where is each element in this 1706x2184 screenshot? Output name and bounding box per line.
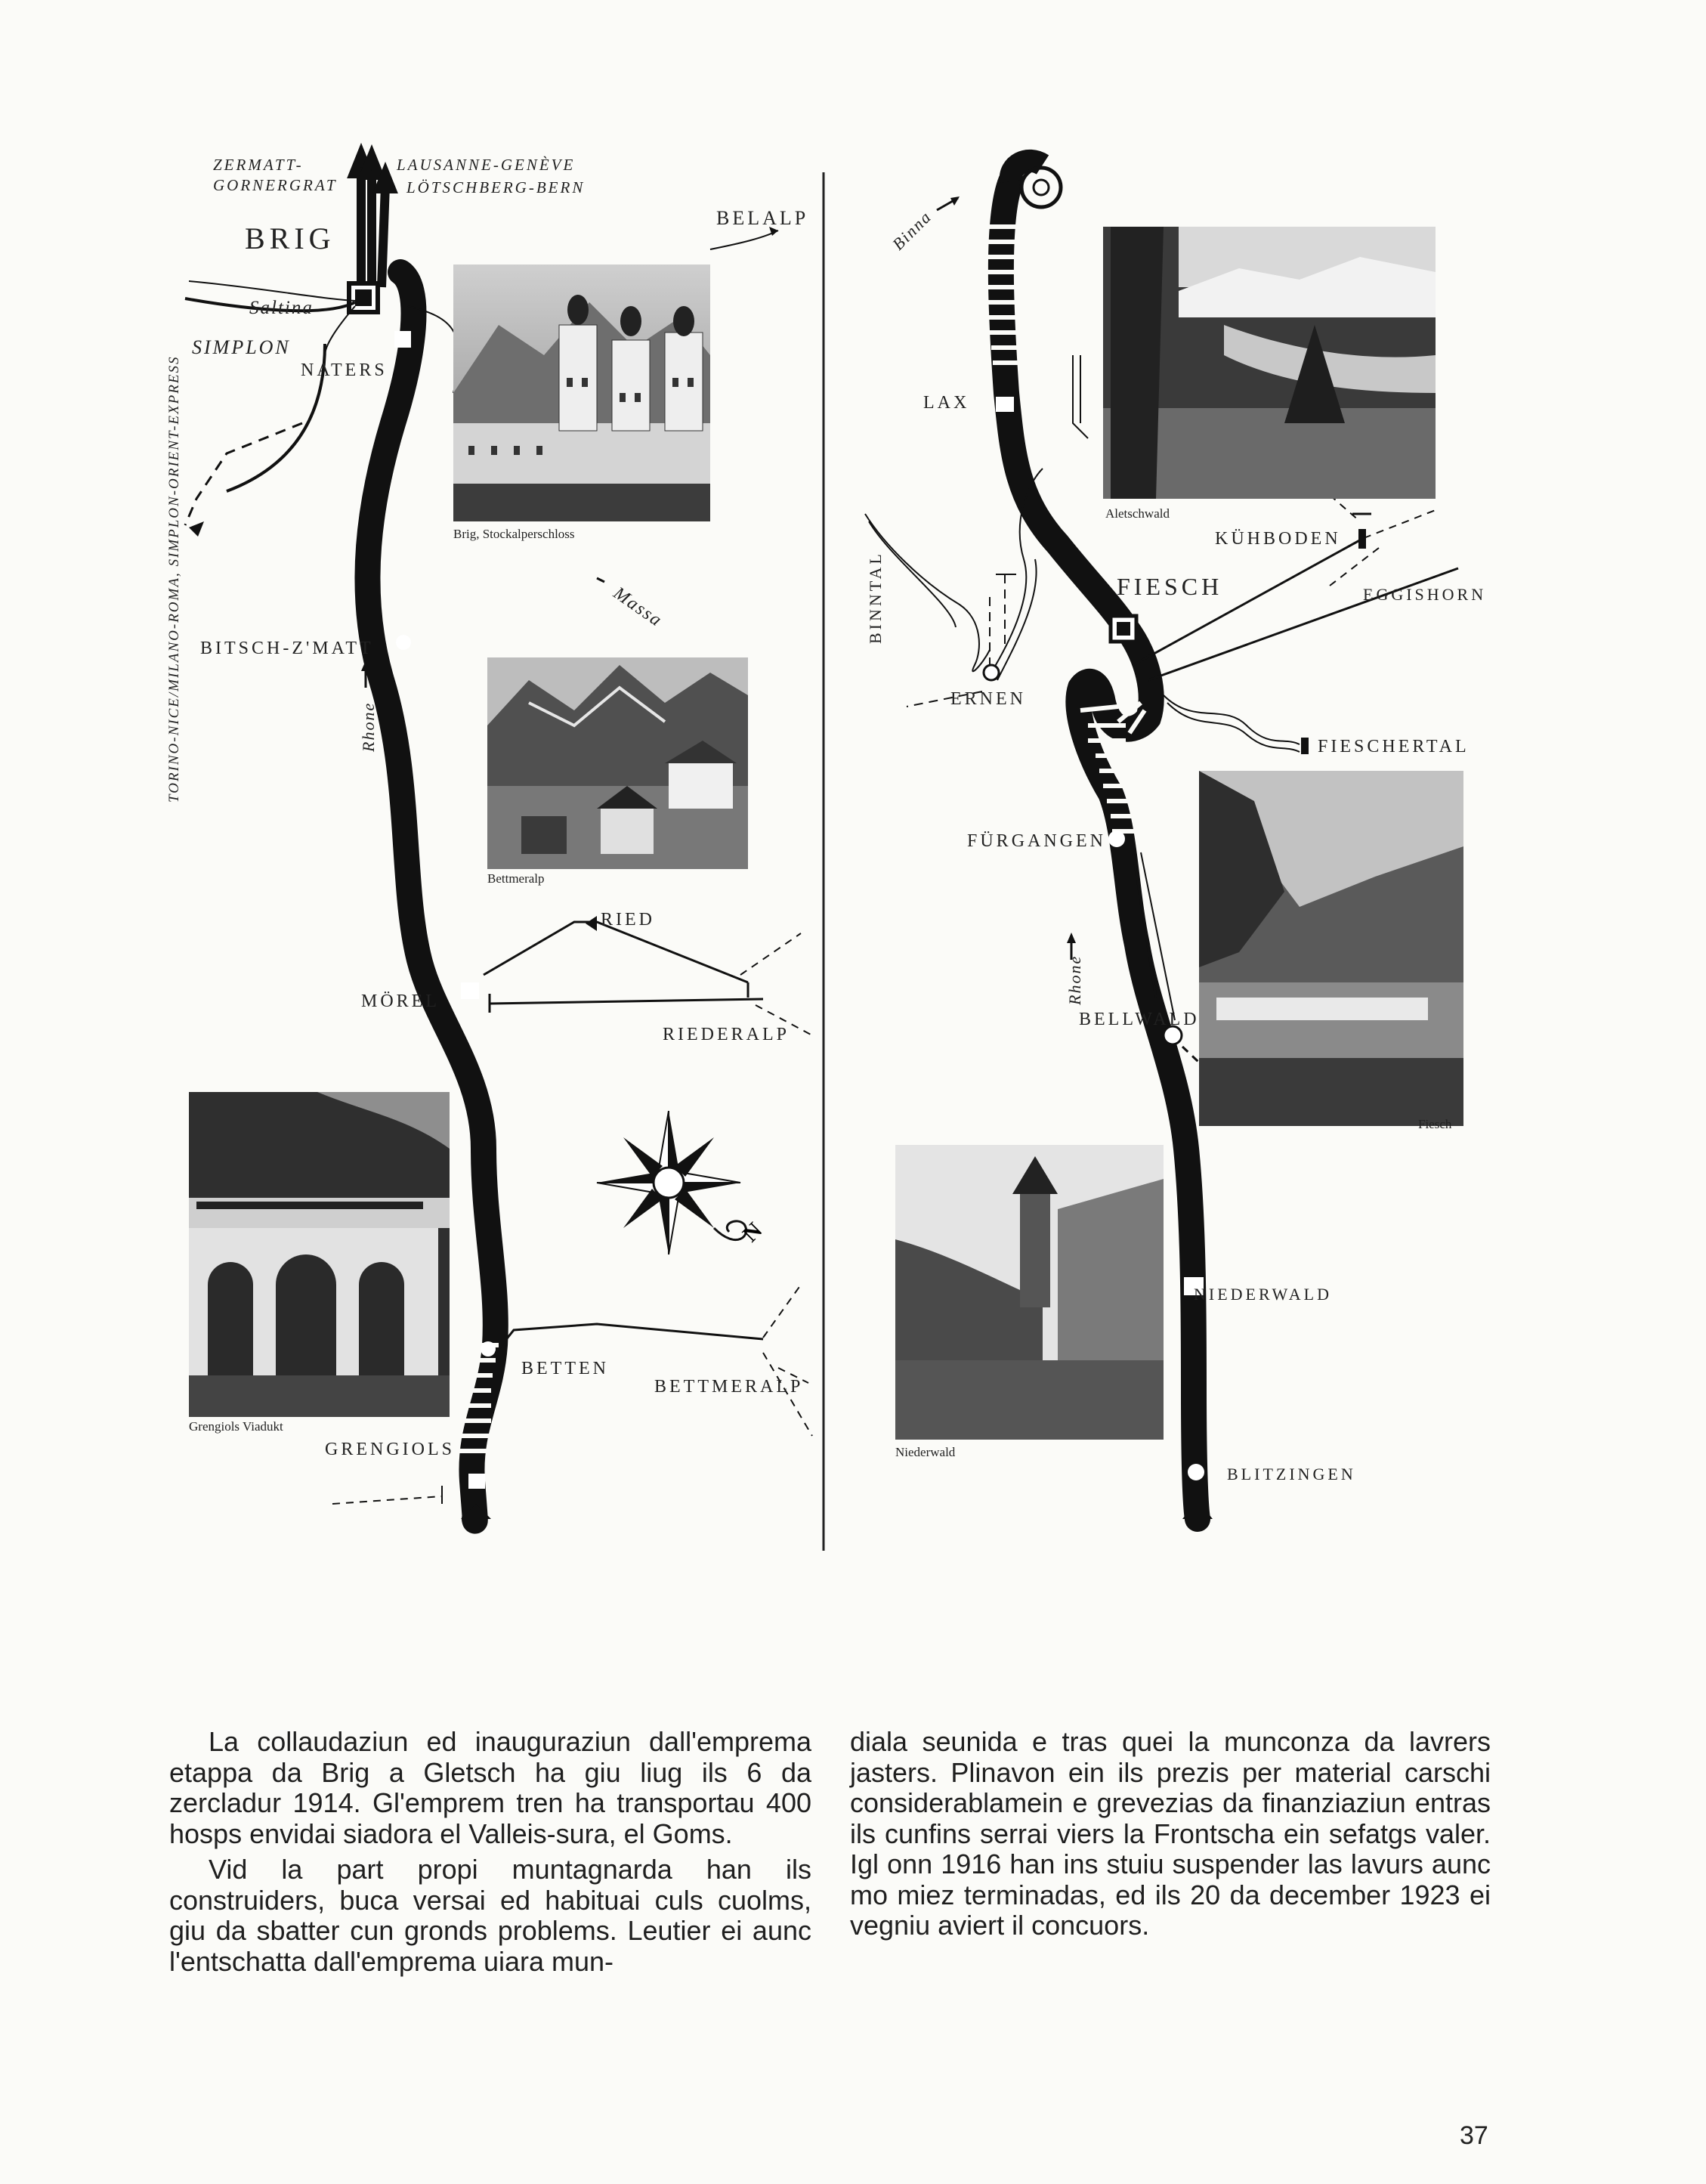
svg-text:N: N bbox=[737, 1217, 768, 1247]
caption-niederwald: Niederwald bbox=[895, 1445, 956, 1459]
label-rhone-left: Rhone bbox=[359, 701, 378, 752]
station-bitsch bbox=[396, 635, 411, 650]
caption-grengiols-viadukt: Grengiols Viadukt bbox=[189, 1419, 283, 1434]
article-column-1 bbox=[169, 1727, 811, 1982]
station-blitzingen bbox=[1188, 1464, 1204, 1480]
label-kuhboden: KÜHBODEN bbox=[1215, 529, 1341, 549]
label-naters: NATERS bbox=[301, 360, 388, 380]
label-fiesch: FIESCH bbox=[1117, 573, 1223, 600]
photo-stockalperschloss bbox=[453, 264, 710, 521]
station-lax bbox=[996, 397, 1014, 412]
label-express-route: TORINO-NICE/MILANO-ROMA, SIMPLON-ORIENT-EXPRESS bbox=[166, 355, 182, 803]
photo-niederwald bbox=[895, 1145, 1164, 1440]
label-binntal: BINNTAL bbox=[866, 551, 885, 644]
station-ernen bbox=[984, 665, 999, 680]
caption-fiesch: Fiesch bbox=[1418, 1117, 1452, 1131]
label-lausanne-geneve: LAUSANNE-GENÈVE bbox=[397, 156, 576, 174]
caption-bettmeralp: Bettmeralp bbox=[487, 871, 545, 886]
label-bettmeralp: BETTMERALP bbox=[654, 1377, 804, 1397]
station-grengiols bbox=[468, 1474, 485, 1489]
caption-stockalperschloss: Brig, Stockalperschloss bbox=[453, 527, 575, 541]
label-massa: Massa bbox=[610, 583, 666, 631]
compass-rose bbox=[597, 1111, 768, 1254]
photo-aletschwald bbox=[1103, 227, 1436, 499]
label-riederalp: RIEDERALP bbox=[663, 1025, 790, 1044]
label-ernen: ERNEN bbox=[950, 689, 1026, 709]
label-ried: RIED bbox=[601, 910, 655, 930]
photo-bettmeralp bbox=[487, 657, 748, 869]
photo-fiesch bbox=[1199, 771, 1463, 1126]
photo-grengiols-viadukt bbox=[189, 1092, 450, 1417]
spiral-loop bbox=[1021, 168, 1061, 207]
label-furgangen: FÜRGANGEN bbox=[967, 831, 1107, 851]
station-betten bbox=[481, 1341, 496, 1356]
article-column-2 bbox=[850, 1727, 1491, 1947]
label-blitzingen: BLITZINGEN bbox=[1227, 1465, 1356, 1483]
label-fieschertal: FIESCHERTAL bbox=[1318, 737, 1470, 756]
label-rhone-right: Rhone bbox=[1065, 954, 1084, 1005]
belalp-arrow bbox=[710, 230, 778, 249]
paragraph: Vid la part propi muntagnarda han ils construiders, buca versai ed habituai culs cuolms, giu da sbatter cun gronds problems. Leutier ei aunc l'entschatta dall'emprema uiara mun- bbox=[169, 1854, 811, 1977]
label-morel: MÖREL bbox=[361, 991, 440, 1011]
station-morel bbox=[461, 982, 479, 999]
label-grengiols: GRENGIOLS bbox=[325, 1440, 455, 1459]
label-brig: BRIG bbox=[245, 221, 335, 255]
label-betten: BETTEN bbox=[521, 1359, 609, 1378]
riederalp-cableway bbox=[484, 922, 812, 1035]
label-bitsch-zmatt: BITSCH-Z'MATT bbox=[200, 639, 374, 658]
fieschertal-road bbox=[1164, 695, 1300, 744]
station-furgangen bbox=[1108, 831, 1125, 847]
label-binna: Binna bbox=[889, 206, 935, 254]
label-lotschberg-bern: LÖTSCHBERG-BERN bbox=[406, 178, 586, 196]
label-belalp: BELALP bbox=[716, 207, 809, 229]
binntal-road bbox=[865, 355, 1088, 680]
caption-aletschwald: Aletschwald bbox=[1105, 506, 1170, 521]
paragraph: diala seunida e tras quei la munconza da lavrers jasters. Plinavon ein ils prezis per material carschi considerablamein e grevezias da finanziaziun entras ils cunfins serrai viers la Frontscha ein sefatgs valer. Igl onn 1916 han ins stuiu suspender las lavurs aunc mo miez terminadas, ed ils 20 da december 1923 ei vegniu aviert il concuors. bbox=[850, 1726, 1491, 1941]
station-naters bbox=[394, 331, 411, 348]
paragraph: La collaudaziun ed inauguraziun dall'emprema etappa da Brig a Gletsch ha giu liug ils 6 da zercladur 1914. Gl'emprem tren ha transportau 400 hosps envidai siadora el Valleis-sura, el Goms. bbox=[169, 1726, 811, 1849]
label-saltina: Saltina bbox=[249, 298, 314, 318]
label-lax: LAX bbox=[923, 393, 970, 413]
label-simplon: SIMPLON bbox=[192, 336, 291, 358]
label-bellwald: BELLWALD bbox=[1079, 1010, 1200, 1029]
label-zermatt-gornergrat: ZERMATT- GORNERGRAT bbox=[213, 156, 338, 194]
north-exit-lines bbox=[354, 155, 391, 287]
label-niederwald: NIEDERWALD bbox=[1194, 1285, 1332, 1304]
label-eggishorn: EGGISHORN bbox=[1363, 585, 1487, 604]
page-number: 37 bbox=[1460, 2121, 1488, 2150]
